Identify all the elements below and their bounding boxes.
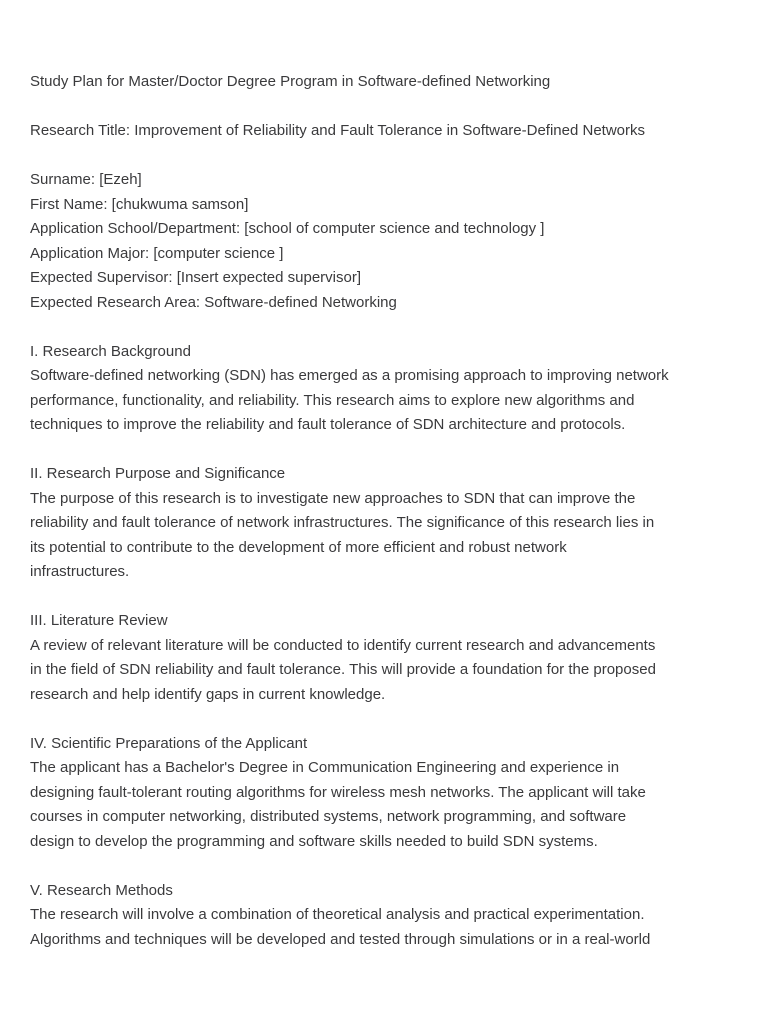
school-field: Application School/Department: [school of computer science and technology ] [30, 220, 545, 237]
spacer [30, 144, 742, 169]
body-line: A review of relevant literature will be conducted to identify current research and advancements [30, 636, 656, 654]
section-heading: IV. Scientific Preparations of the Applicant [30, 734, 308, 752]
body-line: infrastructures. [30, 563, 130, 580]
body-line: techniques to improve the reliability and fault tolerance of SDN architecture and protocols. [30, 416, 626, 433]
body-line: its potential to contribute to the development of more efficient and robust network [30, 538, 567, 556]
body-line: The research will involve a combination of theoretical analysis and practical experimentation. [30, 906, 645, 923]
document-body [30, 70, 742, 952]
body-line: Software-defined networking (SDN) has emerged as a promising approach to improving network [30, 367, 669, 384]
section-heading: I. Research Background [30, 342, 191, 360]
document-title: Study Plan for Master/Doctor Degree Program in Software-defined Networking [30, 73, 551, 90]
section-heading: II. Research Purpose and Significance [30, 465, 286, 482]
body-line: courses in computer networking, distributed systems, network programming, and software [30, 808, 627, 825]
section-background [30, 340, 742, 438]
applicant-info [30, 168, 742, 315]
body-line: research and help identify gaps in current knowledge. [30, 685, 386, 703]
body-line: The applicant has a Bachelor's Degree in Communication Engineering and experience in [30, 759, 620, 776]
supervisor-field: Expected Supervisor: [Insert expected supervisor] [30, 269, 361, 286]
body-line: The purpose of this research is to investigate new approaches to SDN that can improve the [30, 489, 636, 507]
spacer [30, 315, 742, 340]
body-line: reliability and fault tolerance of network infrastructures. The significance of this research lies in [30, 514, 655, 531]
spacer [30, 707, 742, 732]
section-purpose [30, 462, 742, 585]
body-line: design to develop the programming and software skills needed to build SDN systems. [30, 832, 598, 850]
spacer [30, 95, 742, 120]
body-line: designing fault-tolerant routing algorithms for wireless mesh networks. The applicant will take [30, 783, 646, 801]
section-preparations [30, 732, 742, 855]
major-field: Application Major: [computer science ] [30, 244, 284, 262]
body-line: in the field of SDN reliability and fault tolerance. This will provide a foundation for the proposed [30, 661, 656, 678]
research-area-field: Expected Research Area: Software-defined Networking [30, 293, 397, 311]
section-methods [30, 879, 742, 953]
section-heading: III. Literature Review [30, 612, 168, 629]
body-line: Algorithms and techniques will be developed and tested through simulations or in a real-world [30, 930, 651, 948]
spacer [30, 854, 742, 879]
section-heading: V. Research Methods [30, 881, 173, 899]
body-line: performance, functionality, and reliability. This research aims to explore new algorithms and [30, 391, 635, 409]
research-title: Research Title: Improvement of Reliability and Fault Tolerance in Software-Defined Networks [30, 122, 645, 139]
first-name-field: First Name: [chukwuma samson] [30, 195, 249, 213]
spacer [30, 585, 742, 610]
section-literature [30, 609, 742, 707]
spacer [30, 438, 742, 463]
surname-field: Surname: [Ezeh] [30, 171, 142, 188]
